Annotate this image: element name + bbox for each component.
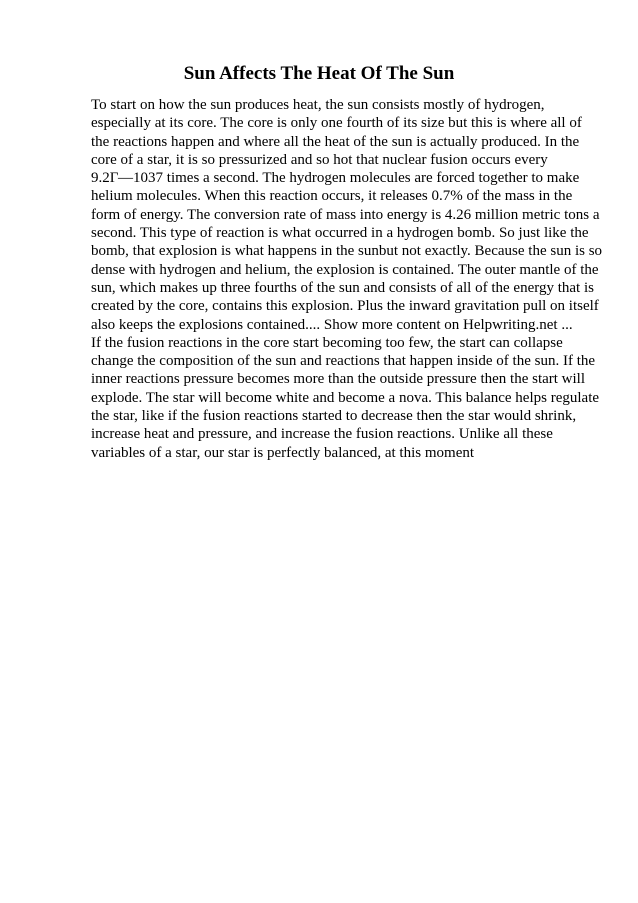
body-line: helium molecules. When this reaction occurs, it releases 0.7% of the mass in the (91, 188, 573, 205)
body-line: To start on how the sun produces heat, the sun consists mostly of hydrogen, (91, 97, 545, 113)
body-line: second. This type of reaction is what occurred in a hydrogen bomb. So just like the (91, 225, 589, 242)
body-line: the reactions happen and where all the heat of the sun is actually produced. In the (91, 133, 580, 150)
body-line: bomb, that explosion is what happens in the sunbut not exactly. Because the sun is so (91, 243, 603, 260)
document-title: Sun Affects The Heat Of The Sun (183, 63, 455, 84)
body-line: dense with hydrogen and helium, the explosion is contained. The outer mantle of the (91, 261, 599, 278)
body-line: 9.2Г—1037 times a second. The hydrogen molecules are forced together to make (91, 170, 580, 187)
body-line: core of a star, it is so pressurized and so hot that nuclear fusion occurs every (91, 151, 548, 168)
body-line: especially at its core. The core is only one fourth of its size but this is where all of (91, 115, 582, 132)
body-line: created by the core, contains this explosion. Plus the inward gravitation pull on itself (91, 298, 599, 315)
body-line: the star, like if the fusion reactions started to decrease then the star would shrink, (91, 408, 577, 425)
document-body (91, 96, 603, 462)
body-line: variables of a star, our star is perfectly balanced, at this moment (91, 444, 475, 461)
body-line: also keeps the explosions contained.... Show more content on Helpwriting.net ... (91, 316, 573, 333)
body-line: form of energy. The conversion rate of mass into energy is 4.26 million metric tons a (91, 206, 600, 223)
body-line: increase heat and pressure, and increase the fusion reactions. Unlike all these (91, 426, 553, 443)
body-line: change the composition of the sun and reactions that happen inside of the sun. If the (91, 353, 596, 370)
body-line: inner reactions pressure becomes more than the outside pressure then the start will (91, 371, 586, 388)
body-line: If the fusion reactions in the core start becoming too few, the start can collapse (91, 334, 563, 351)
body-line: sun, which makes up three fourths of the sun and consists of all of the energy that is (91, 279, 594, 296)
body-line: explode. The star will become white and become a nova. This balance helps regulate (91, 389, 600, 406)
